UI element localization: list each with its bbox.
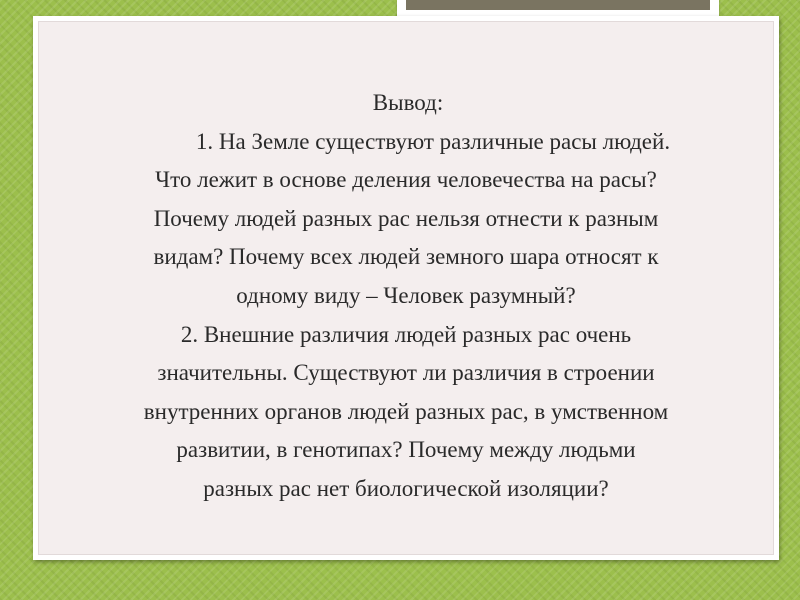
conclusion-heading: Вывод: xyxy=(372,90,444,115)
text-line-9: развитии, в генотипах? Почему между людьми xyxy=(176,437,636,463)
text-line-5: одному виду – Человек разумный? xyxy=(236,282,576,308)
text-line-1: 1. На Земле существуют различные расы людей. xyxy=(195,128,671,154)
slide-card-content-area xyxy=(38,21,774,555)
text-line-4: видам? Почему всех людей земного шара относят к xyxy=(153,244,659,270)
slide-text-block xyxy=(38,84,774,509)
text-line-7: значительны. Существуют ли различия в строении xyxy=(157,360,655,386)
text-line-10: разных рас нет биологической изоляции? xyxy=(203,475,609,501)
top-tab-accent-bar xyxy=(406,0,710,10)
text-line-6: 2. Внешние различия людей разных рас очень xyxy=(180,321,632,347)
slide-card xyxy=(33,16,779,560)
text-line-3: Почему людей разных рас нельзя отнести к разным xyxy=(153,205,659,231)
text-line-2: Что лежит в основе деления человечества на расы? xyxy=(155,167,657,193)
text-line-8: внутренних органов людей разных рас, в умственном xyxy=(143,398,669,424)
